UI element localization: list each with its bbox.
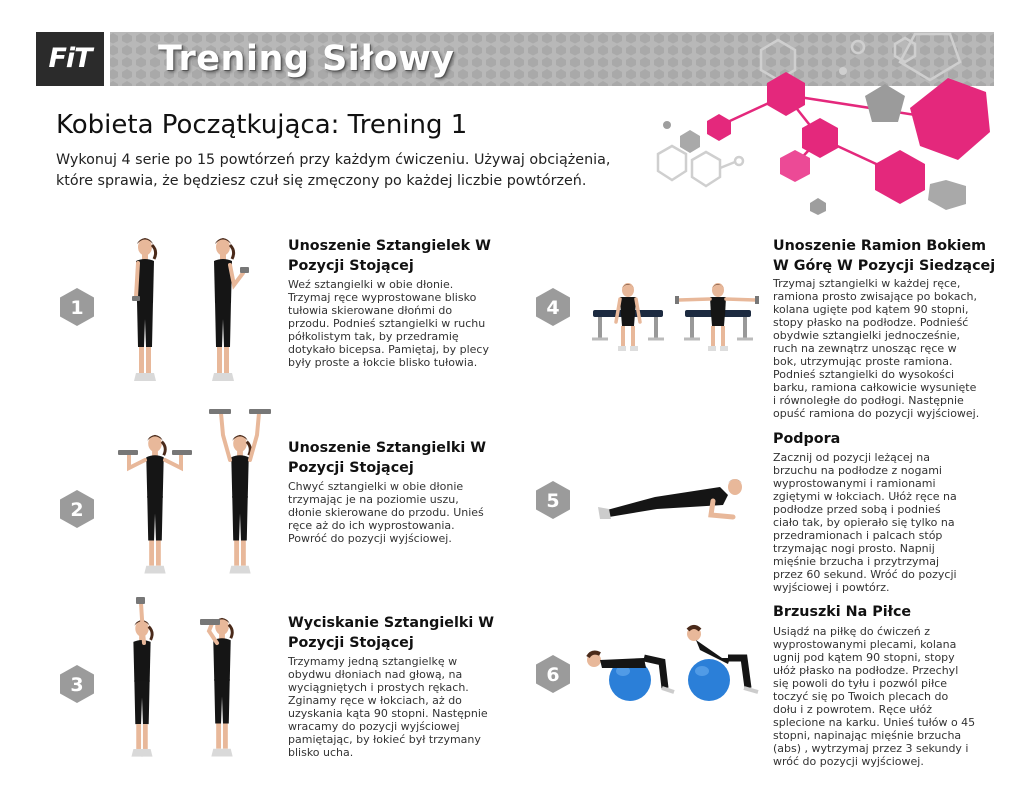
exercise-2-title-line-1: Unoszenie Sztangielki W xyxy=(288,440,487,456)
svg-text:3: 3 xyxy=(70,674,84,696)
description-line: obydwie sztangielki jednocześnie, xyxy=(773,329,960,342)
exercise-2-photo-start xyxy=(115,432,195,587)
exercise-4-title xyxy=(773,236,995,276)
exercise-5-title: Podpora xyxy=(773,431,841,447)
exercise-number-badge-5 xyxy=(533,480,573,520)
intro-line-1: Wykonuj 4 serie po 15 powtórzeń przy każdym ćwiczeniu. Używaj obciążenia, xyxy=(56,152,611,168)
exercise-3-description xyxy=(288,655,488,759)
exercise-3-photo-start xyxy=(122,595,167,770)
description-line: dłonie skierowane do przodu. Unieś xyxy=(288,506,484,519)
description-line: splecione na karku. Unieś tułów o 45 xyxy=(773,716,976,729)
description-line: Trzymaj ręce wyprostowane blisko xyxy=(288,291,477,304)
exercise-5-description xyxy=(773,451,957,594)
description-line: bok, utrzymując proste ramiona. xyxy=(773,355,953,368)
svg-text:5: 5 xyxy=(546,490,560,512)
description-line: mięśnie brzucha i przytrzymaj xyxy=(773,555,940,568)
exercise-2-title-line-2: Pozycji Stojącej xyxy=(288,460,414,476)
description-line: Weź sztangielki w obie dłonie. xyxy=(288,278,454,291)
description-line: się powoli do tyłu i pozwól piłce xyxy=(773,677,948,690)
description-line: dotykało bicepsa. Pamiętaj, by plecy xyxy=(288,343,489,356)
description-line: obydwu dłoniach nad głową, na xyxy=(288,668,463,681)
description-line: zgiętymi w łokciach. Ułóż ręce na xyxy=(773,490,957,503)
intro-text xyxy=(56,150,616,192)
molecule-decoration-icon xyxy=(620,30,1024,220)
exercise-4-photo-start xyxy=(590,282,666,358)
description-line: ramiona prosto zwisające po bokach, xyxy=(773,290,977,303)
exercise-number-badge-6 xyxy=(533,654,573,694)
svg-text:4: 4 xyxy=(546,297,560,319)
svg-text:1: 1 xyxy=(70,297,84,319)
description-line: wyjściowej i powtórz. xyxy=(773,581,890,594)
description-line: Chwyć sztangielki w obie dłonie xyxy=(288,480,464,493)
description-line: przodu. Podnieś sztangielki w ruchu xyxy=(288,317,486,330)
exercise-6-title: Brzuszki Na Piłce xyxy=(773,604,912,620)
description-line: półkolistym tak, by przedramię xyxy=(288,330,459,343)
description-line: barku, ramiona całkowicie wysunięte xyxy=(773,381,977,394)
description-line: trzymając je na poziomie uszu, xyxy=(288,493,459,506)
fit-logo: FiT xyxy=(36,32,104,86)
description-line: toczyć się po Twoich plecach do xyxy=(773,690,949,703)
exercise-1-photo-end xyxy=(203,235,258,395)
exercise-number-badge-1 xyxy=(57,287,97,327)
description-line: opuść ramiona do pozycji wyjściowej. xyxy=(773,407,980,420)
exercise-4-description xyxy=(773,277,979,420)
exercise-2-title xyxy=(288,438,486,478)
description-line: były proste a łokcie blisko tułowia. xyxy=(288,356,478,369)
description-line: i równoległe do podłogi. Następnie xyxy=(773,394,964,407)
description-line: (abs) , wytrzymaj przez 3 sekundy i xyxy=(773,742,969,755)
description-line: kolana ugięte pod kątem 90 stopni, xyxy=(773,303,969,316)
exercise-3-title xyxy=(288,613,494,653)
exercise-1-title-line-2: Pozycji Stojącej xyxy=(288,258,414,274)
description-line: Powróć do pozycji wyjściowej. xyxy=(288,532,452,545)
banner-title: Trening Siłowy xyxy=(158,39,455,79)
exercise-number-badge-3 xyxy=(57,664,97,704)
exercise-1-title-line-1: Unoszenie Sztangielek W xyxy=(288,238,491,254)
description-line: wyciągniętych i prostych rękach. xyxy=(288,681,469,694)
description-line: blisko ucha. xyxy=(288,746,354,759)
page-title: Kobieta Początkująca: Trening 1 xyxy=(56,110,468,140)
exercise-1-photo-start xyxy=(125,235,165,395)
description-line: dołu i z powrotem. Ręce ułóż xyxy=(773,703,932,716)
description-line: Zacznij od pozycji leżącej na xyxy=(773,451,930,464)
description-line: stopy płasko na podłodze. Podnieść xyxy=(773,316,969,329)
description-line: wróć do pozycji wyjściowej. xyxy=(773,755,924,768)
description-line: uzyskania kąta 90 stopni. Następnie xyxy=(288,707,488,720)
description-line: trzymając nogi prosto. Napnij xyxy=(773,542,935,555)
description-line: ręce aż do ich wyprostowania. xyxy=(288,519,455,532)
description-line: brzuchu na podłodze z nogami xyxy=(773,464,942,477)
exercise-2-photo-end xyxy=(205,405,275,587)
exercise-3-photo-end xyxy=(197,615,242,770)
description-line: przedramionach i palcach stóp xyxy=(773,529,943,542)
exercise-4-title-line-1: Unoszenie Ramion Bokiem xyxy=(773,238,987,254)
description-line: ułóż płasko na podłodze. Przechyl xyxy=(773,664,959,677)
description-line: tułowia skierowane dłońmi do xyxy=(288,304,453,317)
exercise-1-title xyxy=(288,236,491,276)
description-line: Trzymaj sztangielki w każdej ręce, xyxy=(773,277,961,290)
description-line: Podnieś sztangielki do wysokości xyxy=(773,368,955,381)
svg-text:2: 2 xyxy=(70,499,84,521)
description-line: wyprostowanymi plecami, kolana xyxy=(773,638,957,651)
exercise-5-photo xyxy=(595,475,750,525)
exercise-4-title-line-2: W Górę W Pozycji Siedzącej xyxy=(773,258,996,274)
exercise-number-badge-4 xyxy=(533,287,573,327)
svg-text:6: 6 xyxy=(546,664,560,686)
exercise-4-photo-end xyxy=(675,280,759,358)
description-line: wracamy do pozycji wyjściowej xyxy=(288,720,460,733)
description-line: ugnij pod kątem 90 stopni, stopy xyxy=(773,651,955,664)
description-line: podłodze przed sobą i podnieś xyxy=(773,503,941,516)
description-line: stopni, napinając mięśnie brzucha xyxy=(773,729,962,742)
exercise-6-description xyxy=(773,625,975,768)
description-line: Trzymamy jedną sztangielkę w xyxy=(288,655,458,668)
exercise-1-description xyxy=(288,278,489,369)
banner-divider xyxy=(104,32,110,86)
intro-line-2: które sprawia, że będziesz czuł się zmęczony po każdej liczbie powtórzeń. xyxy=(56,173,587,189)
description-line: Zginamy ręce w łokciach, aż do xyxy=(288,694,462,707)
description-line: pamiętając, by łokieć był trzymany xyxy=(288,733,481,746)
exercise-3-title-line-2: Pozycji Stojącej xyxy=(288,635,414,651)
description-line: ciało tak, by opierało się tylko na xyxy=(773,516,955,529)
description-line: wyprostowanymi i ramionami xyxy=(773,477,936,490)
exercise-6-photo-end xyxy=(682,620,767,702)
description-line: ruch na zewnątrz unosząc ręce w xyxy=(773,342,957,355)
exercise-number-badge-2 xyxy=(57,489,97,529)
description-line: Usiądź na piłkę do ćwiczeń z xyxy=(773,625,930,638)
exercise-6-photo-start xyxy=(582,640,677,702)
description-line: przez 60 sekund. Wróć do pozycji xyxy=(773,568,957,581)
exercise-2-description xyxy=(288,480,484,545)
exercise-3-title-line-1: Wyciskanie Sztangielki W xyxy=(288,615,495,631)
